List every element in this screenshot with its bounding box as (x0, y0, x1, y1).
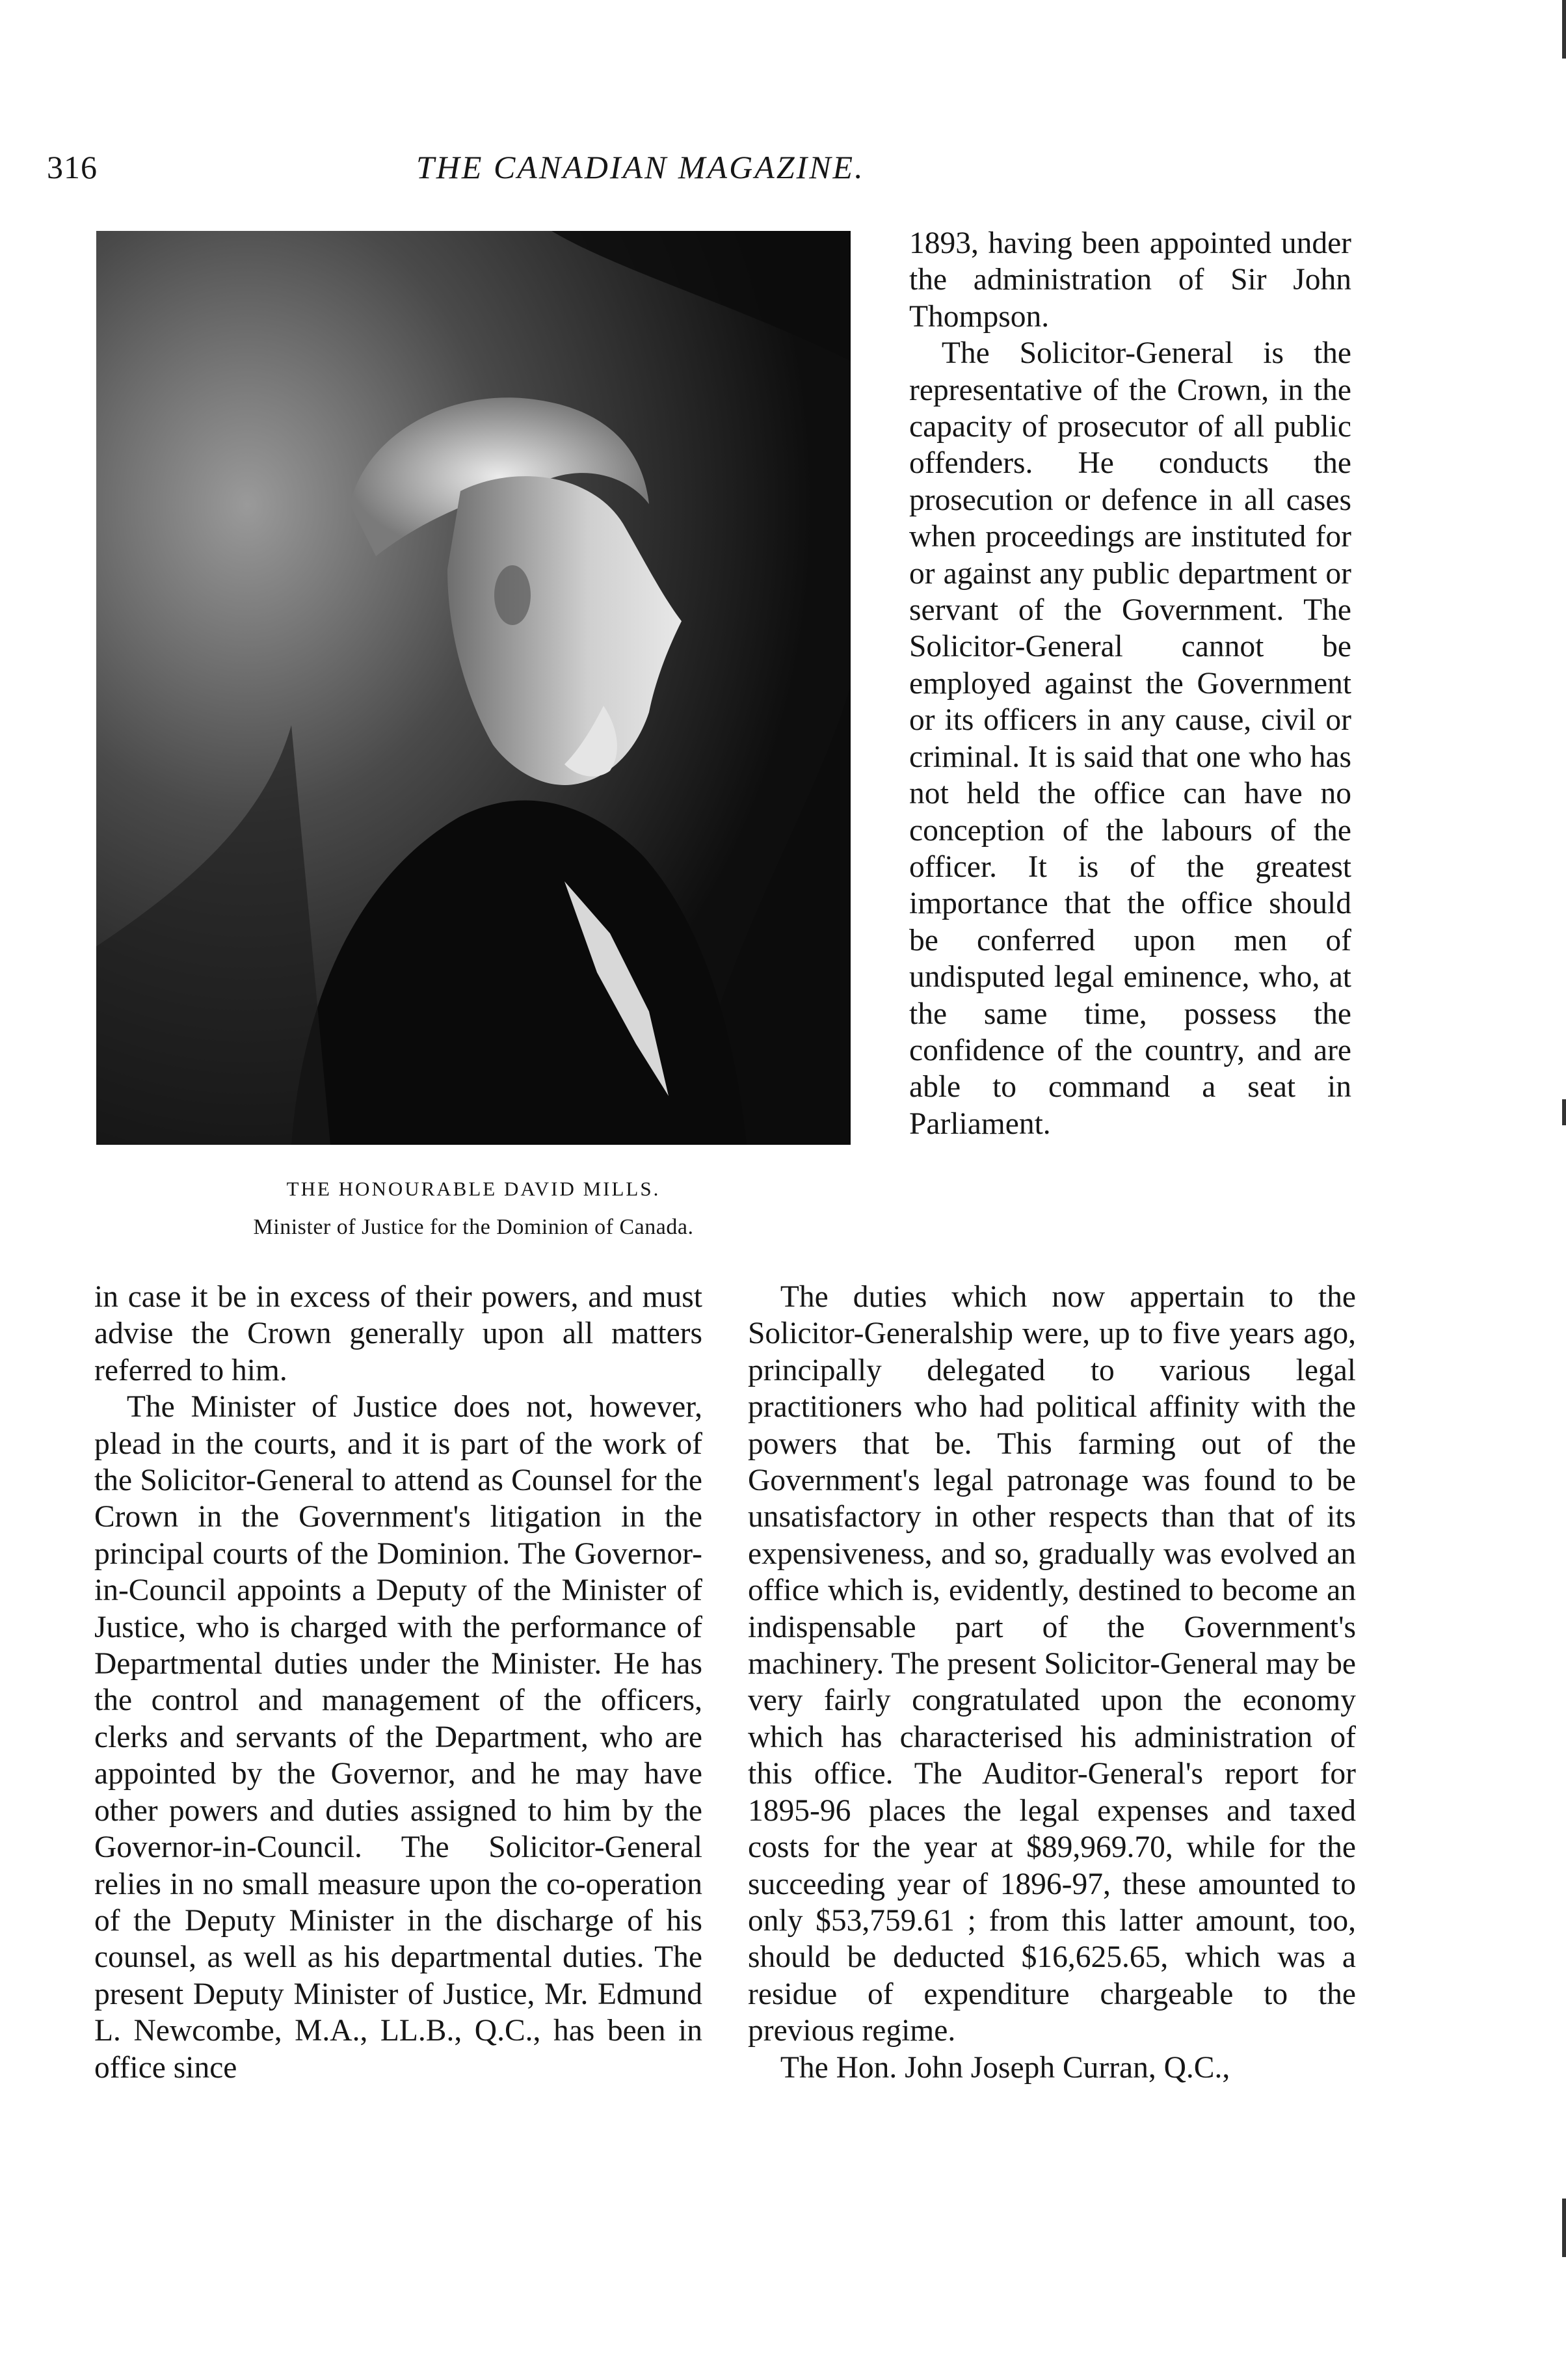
figure-caption-subtitle: Minister of Justice for the Dominion of Canada. (253, 1215, 694, 1239)
paragraph: 1893, having been appointed under the administration of Sir John Thompson. (909, 226, 1351, 334)
portrait-image (96, 231, 851, 1145)
page-edge-mark (1562, 0, 1566, 59)
paragraph: The duties which now appertain to the Solicitor-Generalship were, up to five years ago, principally delegated to various legal practitioners who had political affinity with the powers that be. This farming out of the Government's legal patronage was found to be unsatisfactory in other respects than that of its expensiveness, and so, gradually was evolved an office which is, evidently, destined to become an indispensable part of the Government's machinery. The present Solicitor-General may be very fairly congratulated upon the economy which has characterised his administration of this office. The Auditor-General's report for 1895-96 places the legal expenses and taxed costs for the year at $89,969.70, while for the succeeding year of 1896-97, these amounted to only $53,759.61 ; from this latter amount, too, should be deducted $16,625.65, which was a residue of expenditure chargeable to the previous regime. (748, 1280, 1356, 2048)
figure-caption-title: THE HONOURABLE DAVID MILLS. (286, 1177, 661, 1200)
portrait-photograph (96, 231, 851, 1145)
paragraph: The Hon. John Joseph Curran, Q.C., (780, 2050, 1230, 2085)
right-column-bottom (748, 1279, 1356, 2086)
paragraph: The Minister of Justice does not, however, plead in the courts, and it is part of the work of the Solicitor-General to attend as Counsel for the Crown in the Government's litigation in the principal courts of the Dominion. The Governor-in-Council appoints a Deputy of the Minister of Justice, who is charged with the performance of Departmental duties under the Minister. He has the control and management of the officers, clerks and servants of the Department, who are appointed by the Governor, and he may have other powers and duties assigned to him by the Governor-in-Council. The Solicitor-General relies in no small measure upon the co-operation of the Deputy Minister in the discharge of his counsel, as well as his departmental duties. The present Deputy Minister of Justice, Mr. Edmund L. Newcombe, M.A., LL.B., Q.C., has been in office since (94, 1390, 702, 2085)
running-title: THE CANADIAN MAGAZINE. (416, 149, 865, 185)
page-edge-mark (1562, 2199, 1566, 2257)
page-number: 316 (47, 149, 98, 185)
right-column-top (909, 225, 1351, 1142)
left-column-bottom (94, 1279, 702, 2086)
paragraph: in case it be in excess of their powers, and must advise the Crown generally upon all matters referred to him. (94, 1280, 702, 1387)
page-edge-mark (1562, 1099, 1566, 1125)
paragraph: The Solicitor-General is the representative of the Crown, in the capacity of prosecutor of all public offenders. He conducts the prosecution or defence in all cases when proceedings are instituted for or against any public department or servant of the Government. The Solicitor-General cannot be employed against the Government or its officers in any cause, civil or criminal. It is said that one who has not held the office can have no conception of the labours of the officer. It is of the greatest importance that the office should be conferred upon men of undisputed legal eminence, who, at the same time, possess the confidence of the country, and are able to command a seat in Parliament. (909, 336, 1351, 1141)
